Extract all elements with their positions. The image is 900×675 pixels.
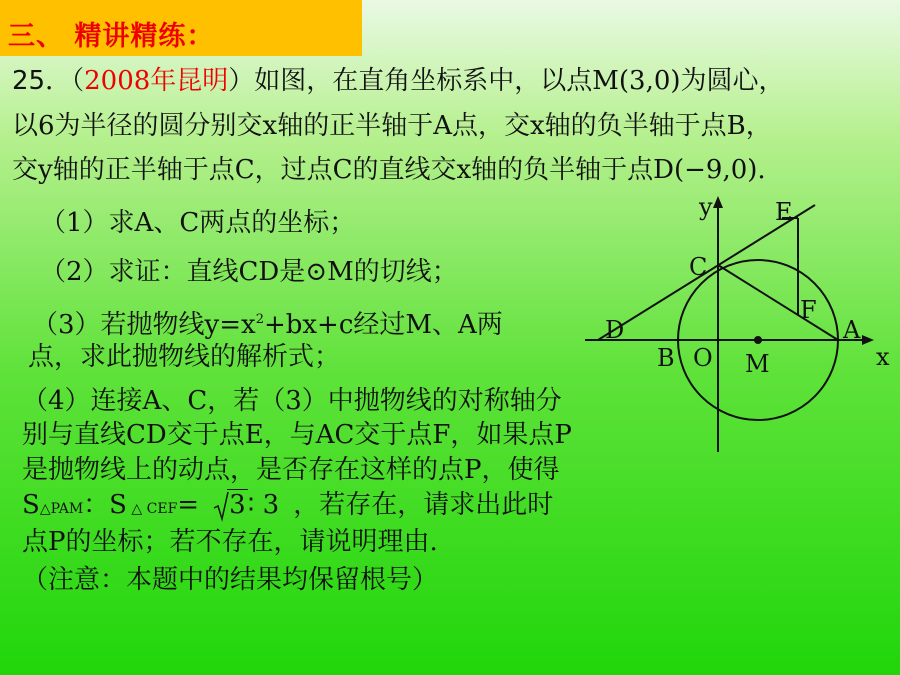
label-f: F	[800, 296, 817, 324]
problem-line-2: 以6为半径的圆分别交x轴的正半轴于A点，交x轴的负半轴于点B，	[12, 111, 772, 141]
problem-line-1-rest: ）如图，在直角坐标系中，以点M(3,0)为圆心，	[228, 66, 785, 96]
center-point-m	[754, 336, 762, 344]
label-o: O	[693, 344, 713, 372]
question-4-line-2: 别与直线CD交于点E，与AC交于点F，如果点P	[22, 420, 572, 450]
label-c: C	[689, 253, 708, 281]
problem-line-3: 交y轴的正半轴于点C，过点C的直线交x轴的负半轴于点D(−9,0).	[12, 155, 766, 185]
question-4-line-3: 是抛物线上的动点，是否存在这样的点P，使得	[22, 455, 560, 485]
radicand: 3	[229, 490, 246, 520]
label-d: D	[605, 316, 625, 344]
question-3-exponent: 2	[255, 312, 264, 327]
label-a: A	[843, 316, 861, 344]
label-y: y	[699, 193, 713, 221]
y-axis-arrow-icon	[713, 196, 723, 208]
question-4-line-1: （4）连接A、C，若（3）中抛物线的对称轴分	[22, 386, 562, 416]
problem-source: 2008年昆明	[84, 66, 229, 96]
question-3-line-2: 点，求此抛物线的解析式；	[28, 342, 341, 372]
x-axis-arrow-icon	[862, 335, 874, 345]
label-e: E	[775, 198, 793, 226]
area-separator: ：S	[83, 490, 127, 520]
label-b: B	[657, 344, 675, 372]
label-m: M	[745, 350, 770, 378]
segment-ac	[718, 265, 838, 340]
question-4-tail: ，若存在，请求出此时	[293, 490, 554, 520]
ratio-value: ∶ 3	[247, 490, 280, 520]
question-3-pre: （3）若抛物线y=x	[32, 310, 256, 340]
open-paren: （	[71, 66, 85, 96]
note: （注意：本题中的结果均保留根号）	[22, 565, 439, 595]
question-1: （1）求A、C两点的坐标；	[40, 208, 356, 238]
label-x: x	[876, 343, 890, 371]
question-3-post: +bx+c经过M、A两	[263, 310, 503, 340]
area-symbol-1: S	[22, 490, 40, 520]
equals-sign: =	[177, 490, 200, 520]
section-title: 三、 精讲精练：	[8, 21, 215, 52]
question-2: （2）求证：直线CD是⊙M的切线；	[40, 257, 458, 287]
area-subscript-2: △ CEF	[126, 501, 178, 517]
question-4-line-5: 点P的坐标；若不存在，请说明理由.	[22, 527, 438, 557]
area-subscript-1: △PAM	[39, 501, 84, 517]
problem-number: 25．	[12, 66, 72, 96]
